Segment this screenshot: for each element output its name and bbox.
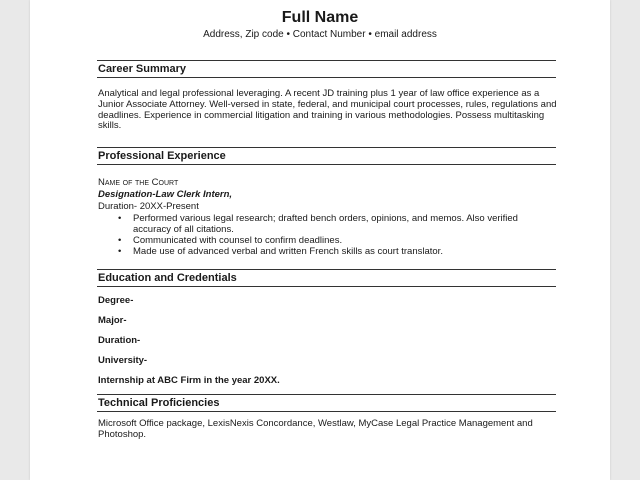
- experience-duration: Duration- 20XX-Present: [98, 201, 199, 212]
- section-heading-professional-experience: Professional Experience: [97, 147, 556, 165]
- technical-proficiencies-text: Microsoft Office package, LexisNexis Concordance, Westlaw, MyCase Legal Practice Management and Photoshop.: [98, 418, 533, 440]
- contact-line: Address, Zip code • Contact Number • email address: [203, 29, 437, 40]
- internship-line: Internship at ABC Firm in the year 20XX.: [98, 375, 280, 386]
- career-summary-text: Analytical and legal professional leveraging. A recent JD training plus 1 year of law office experience as a Junior Associate Attorney. Well-versed in state, federal, and municipal court processes, rules, regulations and deadlines. Experience in commercial litigation and training in various methodologies. Possess multitasking skills.: [98, 88, 557, 132]
- duration-label: Duration-: [98, 335, 141, 346]
- degree-label: Degree-: [98, 295, 134, 306]
- full-name: Full Name: [281, 9, 359, 26]
- section-heading-career-summary: Career Summary: [97, 60, 556, 78]
- list-item: • Communicated with counsel to confirm deadlines.: [118, 235, 558, 246]
- designation: Designation-Law Clerk Intern,: [98, 189, 233, 200]
- major-label: Major-: [98, 315, 127, 326]
- list-item: • Made use of advanced verbal and written French skills as court translator.: [118, 246, 558, 257]
- section-heading-technical-proficiencies: Technical Proficiencies: [97, 394, 556, 412]
- university-label: University-: [98, 355, 148, 366]
- experience-bullet-list: [118, 213, 558, 257]
- resume-page: [30, 0, 610, 480]
- court-name: Name of the Court: [98, 177, 179, 188]
- list-item: • Performed various legal research; drafted bench orders, opinions, and memos. Also verified accuracy of all citations.: [118, 213, 558, 235]
- section-heading-education: Education and Credentials: [97, 269, 556, 287]
